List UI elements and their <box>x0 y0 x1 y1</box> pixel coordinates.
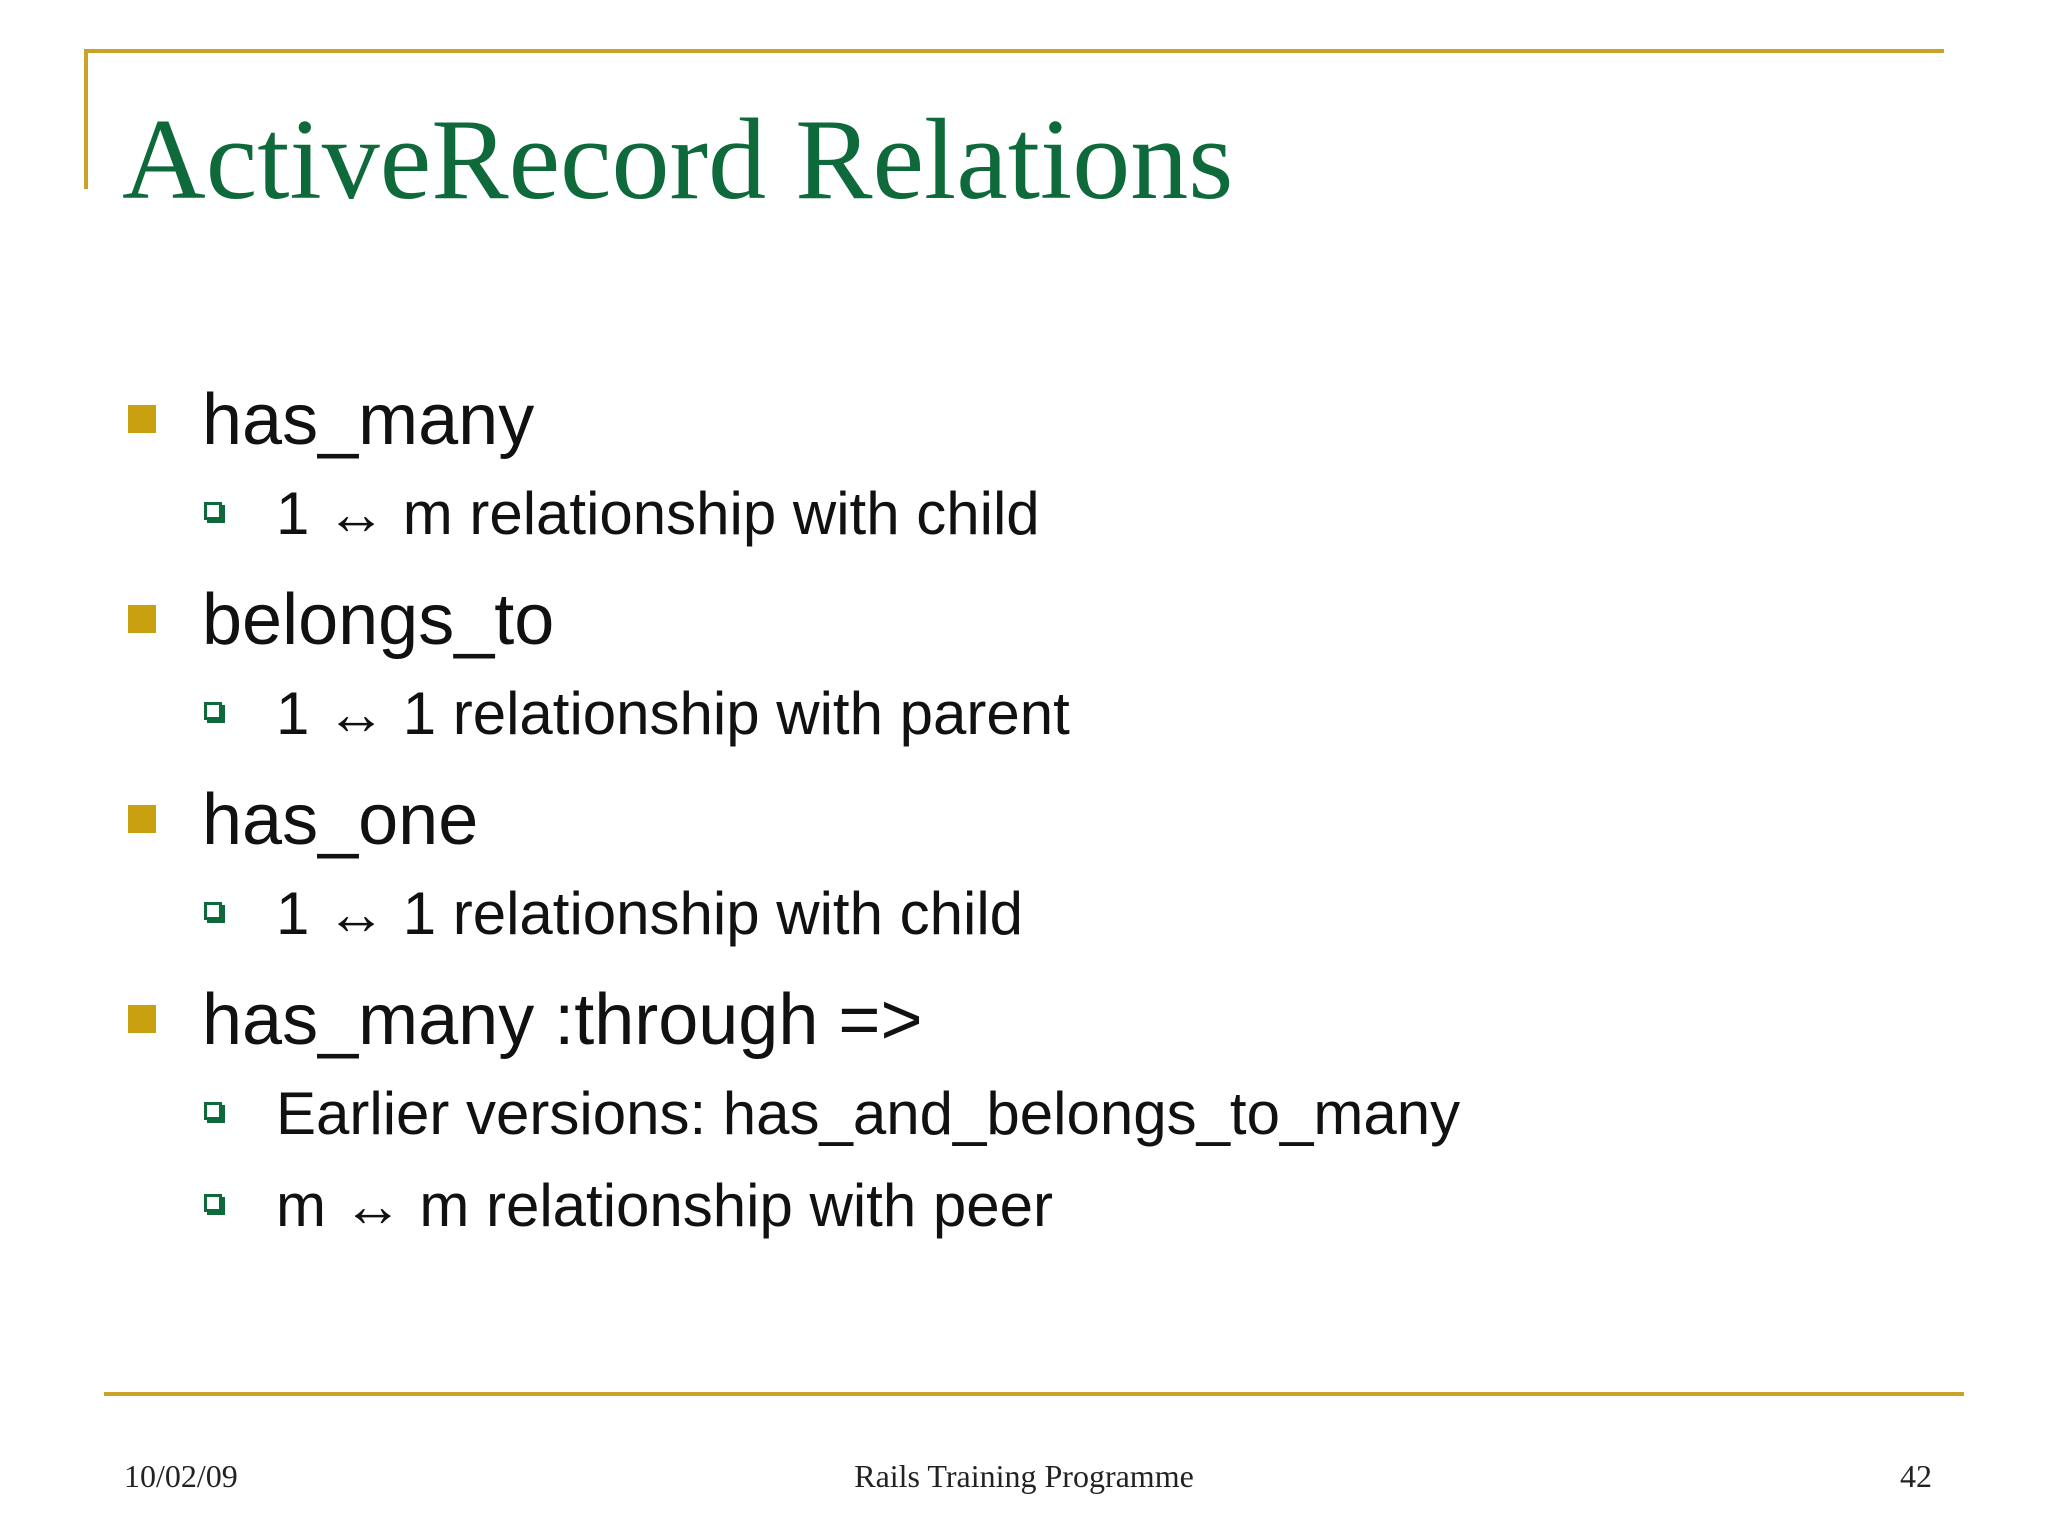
sub-item-text: m ↔ m relationship with peer <box>276 1172 1053 1239</box>
sub-item-text: 1 ↔ 1 relationship with parent <box>276 680 1070 747</box>
hollow-box-bullet-icon <box>204 502 222 520</box>
hollow-box-bullet-icon <box>204 702 222 720</box>
hollow-box-bullet-icon <box>204 1102 222 1120</box>
hollow-box-bullet-icon <box>204 1194 222 1212</box>
bullet-list <box>122 372 1882 1252</box>
hollow-box-bullet-icon <box>204 902 222 920</box>
footer-date: 10/02/09 <box>124 1458 238 1494</box>
sub-item <box>122 1160 1882 1252</box>
sub-list <box>122 668 1882 760</box>
sub-item <box>122 468 1882 560</box>
sub-item <box>122 1068 1882 1160</box>
footer-title: Rails Training Programme <box>854 1458 1194 1494</box>
list-item-has-many <box>122 372 1882 560</box>
item-label: belongs_to <box>202 580 555 660</box>
list-item-belongs-to <box>122 572 1882 760</box>
square-bullet-icon <box>128 1005 156 1033</box>
item-label: has_many <box>202 380 535 460</box>
footer-rule <box>104 1392 1964 1396</box>
square-bullet-icon <box>128 405 156 433</box>
left-rule <box>84 49 88 189</box>
square-bullet-icon <box>128 605 156 633</box>
list-item-has-one <box>122 772 1882 960</box>
sub-item <box>122 668 1882 760</box>
sub-list <box>122 1068 1882 1252</box>
sub-list <box>122 468 1882 560</box>
sub-item-text: 1 ↔ m relationship with child <box>276 480 1040 547</box>
sub-list <box>122 868 1882 960</box>
sub-item <box>122 868 1882 960</box>
sub-item-text: Earlier versions: has_and_belongs_to_many <box>276 1080 1461 1147</box>
item-label: has_many :through => <box>202 980 923 1060</box>
top-rule <box>84 49 1944 53</box>
list-item-has-many-through <box>122 972 1882 1252</box>
slide-title: ActiveRecord Relations <box>122 96 1234 224</box>
square-bullet-icon <box>128 805 156 833</box>
item-label: has_one <box>202 780 479 860</box>
page-number: 42 <box>1900 1458 1932 1494</box>
sub-item-text: 1 ↔ 1 relationship with child <box>276 880 1024 947</box>
